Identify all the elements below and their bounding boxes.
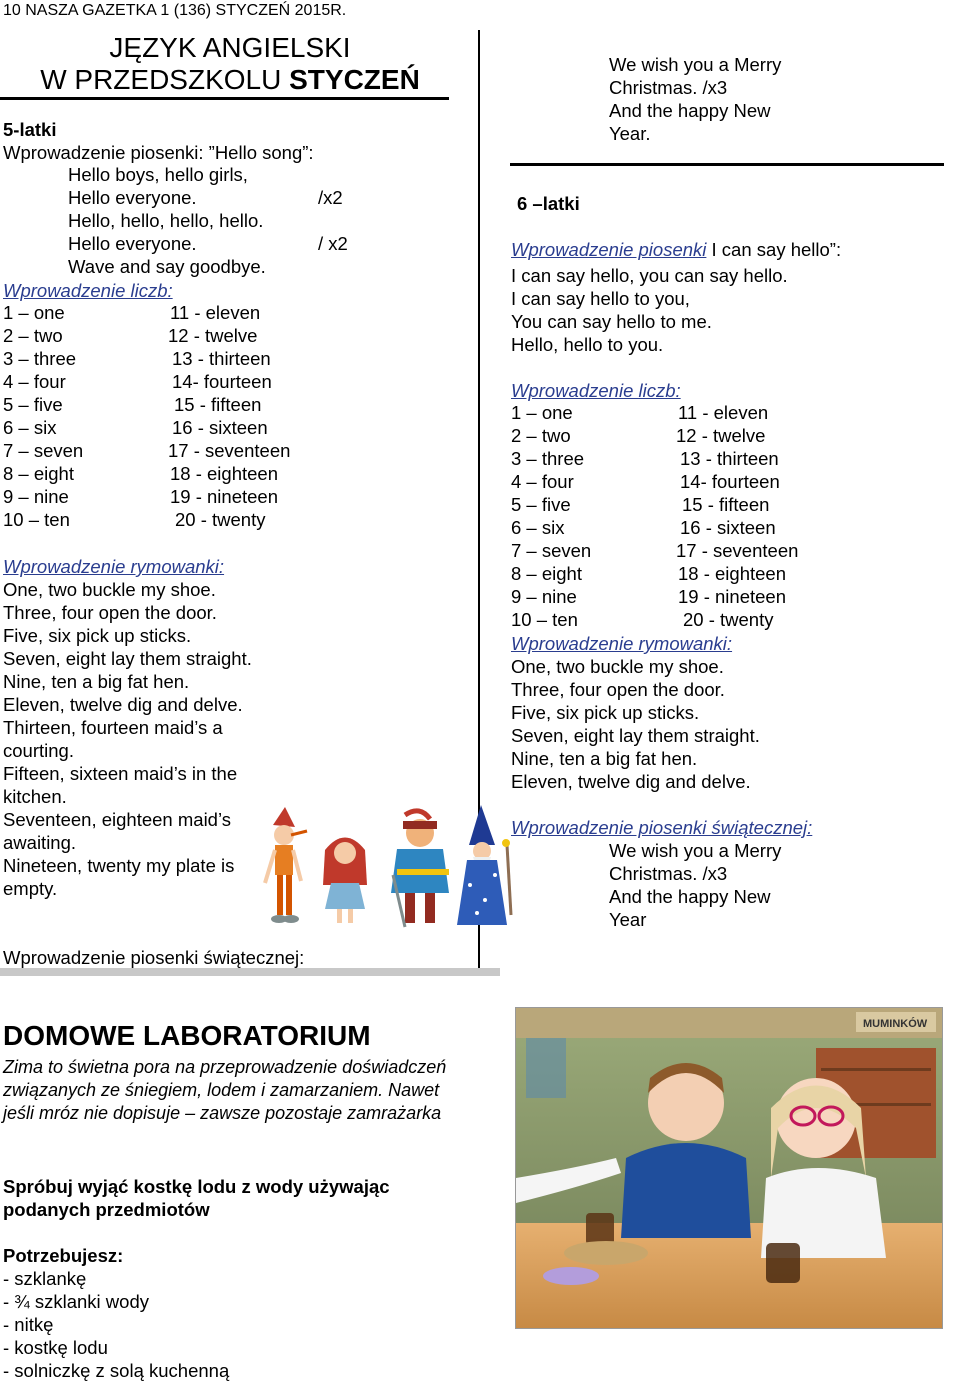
number-row: 3 – three 13 - thirteen <box>3 348 271 369</box>
numbers-title-left: Wprowadzenie liczb: <box>3 280 173 301</box>
lyric-line: Hello, hello, hello, hello. <box>68 210 264 231</box>
needs-item: - solniczkę z solą kuchenną <box>3 1360 230 1381</box>
photo-sign-text: MUMINKÓW <box>863 1018 928 1030</box>
number-row: 1 – one 11 - eleven <box>3 302 261 323</box>
lyric-line: Hello everyone. / x2 <box>68 233 348 254</box>
rhyme-line: empty. <box>3 878 58 899</box>
hello-song-lyrics <box>0 164 470 279</box>
rhyme-line: Nine, ten a big fat hen. <box>3 671 190 692</box>
xmas-song-bottom <box>609 839 781 931</box>
needs-title: Potrzebujesz: <box>3 1245 124 1266</box>
title-line-1: JĘZYK ANGIELSKI <box>109 32 351 63</box>
number-row: 2 – two 12 - twelve <box>511 425 766 446</box>
lyric-line: You can say hello to me. <box>511 311 712 332</box>
rhyme-left <box>3 578 252 900</box>
rhyme-line: One, two buckle my shoe. <box>3 579 216 600</box>
lyric-line: Year <box>609 909 647 930</box>
needs-item: - ¾ szklanki wody <box>3 1291 149 1312</box>
number-row: 9 – nine 19 - nineteen <box>511 586 787 607</box>
page-title <box>20 32 440 96</box>
xmas-song-title-right: Wprowadzenie piosenki świątecznej: <box>511 817 813 838</box>
number-row: 6 – six 16 - sixteen <box>511 517 776 538</box>
rhyme-line: Thirteen, fourteen maid’s a <box>3 717 223 738</box>
rhyme-line: Five, six pick up sticks. <box>511 702 700 723</box>
title-line-2: W PRZEDSZKOLU STYCZEŃ <box>40 64 420 95</box>
number-row: 8 – eight 18 - eighteen <box>511 563 787 584</box>
number-row: 7 – seven 17 - seventeen <box>511 540 799 561</box>
lyric-line: We wish you a Merry <box>609 840 782 861</box>
knight-figure <box>391 811 449 927</box>
number-row: 10 – ten 20 - twenty <box>3 509 266 530</box>
rhyme-line: Eleven, twelve dig and delve. <box>3 694 243 715</box>
rhyme-line: Seven, eight lay them straight. <box>3 648 252 669</box>
numbers-list-left <box>0 302 470 532</box>
task-line: podanych przedmiotów <box>3 1199 210 1220</box>
rhyme-line: Seventeen, eighteen maid’s <box>3 809 231 830</box>
number-row: 1 – one 11 - eleven <box>511 402 769 423</box>
title-divider <box>0 97 449 100</box>
lyric-line: We wish you a Merry <box>609 54 782 75</box>
lyric-line: Wave and say goodbye. <box>68 256 266 277</box>
number-row: 10 – ten 20 - twenty <box>511 609 774 630</box>
xmas-song-top <box>609 53 781 145</box>
intro-line: Zima to świetna pora na przeprowadzenie doświadczeń <box>3 1057 447 1077</box>
song-intro-left: Wprowadzenie piosenki: ”Hello song”: <box>3 142 314 163</box>
lyric-line: And the happy New <box>609 100 771 121</box>
lab-title: DOMOWE LABORATORIUM <box>3 1020 371 1051</box>
number-row: 7 – seven 17 - seventeen <box>3 440 291 461</box>
group-6-latki: 6 –latki <box>517 193 580 214</box>
section-separator-bar <box>0 968 500 976</box>
rhyme-line: Three, four open the door. <box>3 602 217 623</box>
lyric-line: Hello boys, hello girls, <box>68 164 248 185</box>
numbers-title-right: Wprowadzenie liczb: <box>511 380 681 401</box>
rhyme-line: Fifteen, sixteen maid’s in the <box>3 763 238 784</box>
number-row: 9 – nine 19 - nineteen <box>3 486 279 507</box>
can-say-hello-lyrics <box>511 264 788 356</box>
rhyme-title-right: Wprowadzenie rymowanki: <box>511 633 733 654</box>
rhyme-line: Three, four open the door. <box>511 679 725 700</box>
lyric-line: Christmas. /x3 <box>609 77 728 98</box>
song-intro-right: Wprowadzenie piosenki I can say hello”: <box>511 239 842 260</box>
rhyme-title-left: Wprowadzenie rymowanki: <box>3 556 225 577</box>
task-line: Spróbuj wyjąć kostkę lodu z wody używając <box>3 1176 390 1197</box>
needs-item: - kostkę lodu <box>3 1337 108 1358</box>
number-row: 3 – three 13 - thirteen <box>511 448 779 469</box>
group-5-latki: 5-latki <box>3 119 57 140</box>
page-header: 10 NASZA GAZETKA 1 (136) STYCZEŃ 2015R. <box>3 2 347 19</box>
rhyme-line: Five, six pick up sticks. <box>3 625 192 646</box>
wizard-figure <box>457 805 511 925</box>
rhyme-line: Nine, ten a big fat hen. <box>511 748 698 769</box>
numbers-list-right <box>508 402 948 632</box>
number-row: 5 – five 15 - fifteen <box>3 394 262 415</box>
number-row: 5 – five 15 - fifteen <box>511 494 770 515</box>
rhyme-line: Seven, eight lay them straight. <box>511 725 760 746</box>
rhyme-line: awaiting. <box>3 832 77 853</box>
rhyme-line: Nineteen, twenty my plate is <box>3 855 235 876</box>
needs-item: - szklankę <box>3 1268 87 1289</box>
intro-line: związanych ze śniegiem, lodem i zamarzaniem. Nawet <box>3 1080 440 1100</box>
red-riding-hood-figure <box>323 838 367 924</box>
right-column-divider <box>510 163 944 166</box>
lyric-line: Hello everyone. /x2 <box>68 187 343 208</box>
rhyme-right <box>511 655 760 793</box>
lyric-line: I can say hello to you, <box>511 288 690 309</box>
needs-list <box>3 1267 229 1382</box>
title-month: STYCZEŃ <box>289 64 420 95</box>
xmas-song-title-left: Wprowadzenie piosenki świątecznej: <box>3 947 305 968</box>
intro-line: jeśli mróz nie dopisuje – zawsze pozostaje zamrażarka <box>3 1103 442 1123</box>
number-row: 4 – four 14- fourteen <box>3 371 272 392</box>
number-row: 8 – eight 18 - eighteen <box>3 463 279 484</box>
number-row: 2 – two 12 - twelve <box>3 325 258 346</box>
lyric-line: And the happy New <box>609 886 771 907</box>
lyric-line: Christmas. /x3 <box>609 863 728 884</box>
rhyme-line: kitchen. <box>3 786 67 807</box>
lyric-line: Year. <box>609 123 651 144</box>
needs-item: - nitkę <box>3 1314 54 1335</box>
fairy-tale-characters-illustration <box>255 805 520 935</box>
lyric-line: Hello, hello to you. <box>511 334 664 355</box>
rhyme-line: One, two buckle my shoe. <box>511 656 724 677</box>
lyric-line: I can say hello, you can say hello. <box>511 265 788 286</box>
number-row: 4 – four 14- fourteen <box>511 471 780 492</box>
children-experiment-photo <box>515 1007 943 1329</box>
rhyme-line: courting. <box>3 740 74 761</box>
lab-intro <box>3 1056 446 1125</box>
pinocchio-figure <box>265 807 307 923</box>
number-row: 6 – six 16 - sixteen <box>3 417 268 438</box>
lab-task <box>3 1175 390 1221</box>
rhyme-line: Eleven, twelve dig and delve. <box>511 771 751 792</box>
